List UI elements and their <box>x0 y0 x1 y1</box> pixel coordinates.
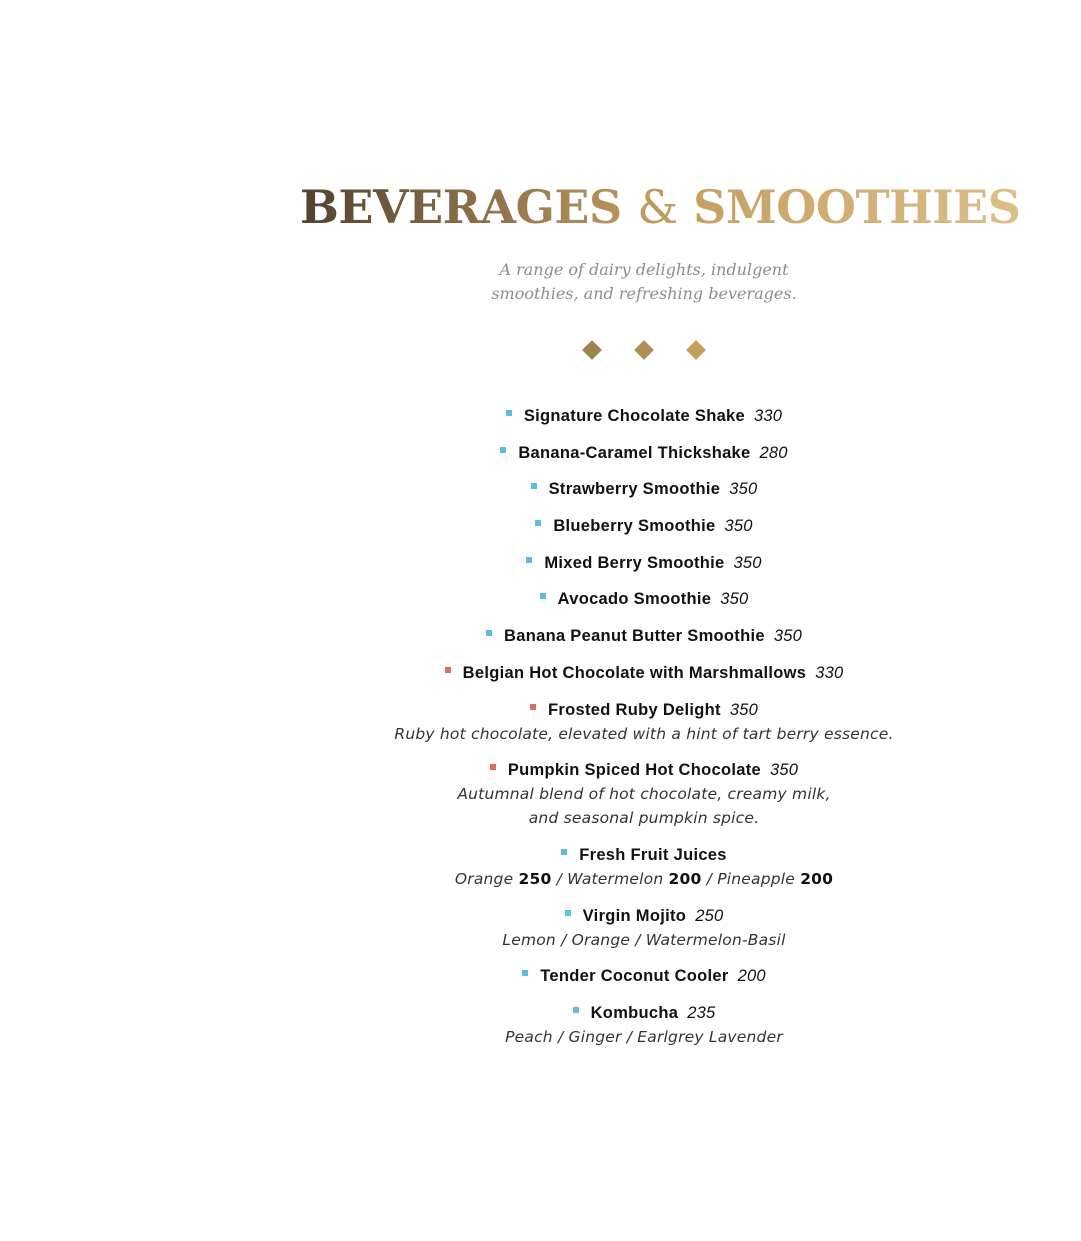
item-name: Frosted Ruby Delight <box>548 700 721 719</box>
menu-item-list <box>300 404 988 1049</box>
subtitle-line-1: A range of dairy delights, indulgent <box>499 260 789 279</box>
juice-price: 250 <box>518 869 552 888</box>
item-price: 350 <box>733 553 762 572</box>
item-price: 200 <box>737 967 766 986</box>
hot-drink-bullet-icon <box>530 704 536 710</box>
item-name: Pumpkin Spiced Hot Chocolate <box>507 761 762 780</box>
menu-item-banana-peanut-butter-smoothie <box>300 624 988 648</box>
menu-item-fresh-fruit-juices <box>300 843 988 891</box>
item-description: Ruby hot chocolate, elevated with a hint of tart berry essence. <box>394 724 894 743</box>
menu-item-banana-caramel-thickshake <box>300 441 988 465</box>
item-name: Banana Peanut Butter Smoothie <box>504 627 765 646</box>
option-separator: / <box>706 869 713 888</box>
item-price: 250 <box>695 906 724 925</box>
menu-item-mixed-berry-smoothie <box>300 551 988 575</box>
option-separator: / <box>556 869 563 888</box>
cold-drink-bullet-icon <box>535 520 541 526</box>
menu-item-blueberry-smoothie <box>300 514 988 538</box>
menu-item-pumpkin-spiced-hot-chocolate <box>300 758 988 830</box>
menu-item-signature-chocolate-shake <box>300 404 988 428</box>
item-description-line-1: Autumnal blend of hot chocolate, creamy milk, <box>457 785 831 804</box>
cold-drink-bullet-icon <box>500 447 506 453</box>
item-name: Blueberry Smoothie <box>553 517 716 536</box>
item-price: 330 <box>815 663 844 682</box>
diamond-icon <box>582 340 602 360</box>
juice-flavor: Orange <box>454 869 514 888</box>
item-name: Avocado Smoothie <box>557 590 712 609</box>
menu-item-belgian-hot-chocolate <box>300 661 988 685</box>
item-description-line-2: and seasonal pumpkin spice. <box>528 809 760 828</box>
item-name: Belgian Hot Chocolate with Marshmallows <box>462 663 807 682</box>
ornament-divider <box>300 339 988 361</box>
cold-drink-bullet-icon <box>486 630 492 636</box>
item-price: 235 <box>687 1003 716 1022</box>
title-word-smoothies: SMOOTHIES <box>693 180 1021 234</box>
item-name: Signature Chocolate Shake <box>523 407 745 425</box>
item-name: Virgin Mojito <box>582 906 687 925</box>
menu-item-frosted-ruby-delight <box>300 698 988 746</box>
item-price: 350 <box>729 700 758 719</box>
hot-drink-bullet-icon <box>490 764 496 770</box>
menu-item-strawberry-smoothie <box>300 477 988 501</box>
menu-item-avocado-smoothie <box>300 587 988 611</box>
item-price: 330 <box>754 407 783 425</box>
item-name: Fresh Fruit Juices <box>579 845 727 864</box>
item-price: 350 <box>720 590 749 609</box>
juice-price: 200 <box>800 869 834 888</box>
item-price: 280 <box>759 443 788 462</box>
cold-drink-bullet-icon <box>522 970 528 976</box>
cold-drink-bullet-icon <box>561 849 567 855</box>
item-description: Lemon / Orange / Watermelon-Basil <box>502 930 786 949</box>
item-price: 350 <box>773 627 802 646</box>
cold-drink-bullet-icon <box>565 910 571 916</box>
item-name: Mixed Berry Smoothie <box>544 553 725 572</box>
item-price: 350 <box>770 761 799 780</box>
cold-drink-bullet-icon <box>526 557 532 563</box>
menu-item-virgin-mojito <box>300 904 988 952</box>
item-price: 350 <box>729 480 758 499</box>
juice-flavor: Watermelon <box>567 869 664 888</box>
cold-drink-bullet-icon <box>540 593 546 599</box>
item-description: Peach / Ginger / Earlgrey Lavender <box>505 1027 783 1046</box>
menu-section <box>300 0 1021 1062</box>
cold-drink-bullet-icon <box>506 410 512 416</box>
cold-drink-bullet-icon <box>573 1007 579 1013</box>
juice-price: 200 <box>668 869 702 888</box>
title-word-beverages: BEVERAGES <box>300 180 622 234</box>
page-title <box>300 0 1021 236</box>
menu-item-kombucha <box>300 1001 988 1049</box>
diamond-icon <box>634 340 654 360</box>
item-name: Tender Coconut Cooler <box>540 967 729 986</box>
item-name: Kombucha <box>590 1003 679 1022</box>
juice-flavor: Pineapple <box>717 869 796 888</box>
subtitle-line-2: smoothies, and refreshing beverages. <box>491 284 797 303</box>
diamond-icon <box>686 340 706 360</box>
section-subtitle <box>464 258 824 306</box>
menu-item-tender-coconut-cooler <box>300 964 988 988</box>
juice-options <box>300 867 988 891</box>
item-name: Strawberry Smoothie <box>548 480 721 499</box>
item-name: Banana-Caramel Thickshake <box>518 443 751 462</box>
cold-drink-bullet-icon <box>531 483 537 489</box>
hot-drink-bullet-icon <box>445 667 451 673</box>
title-ampersand: & <box>637 180 678 234</box>
item-price: 350 <box>724 517 753 536</box>
